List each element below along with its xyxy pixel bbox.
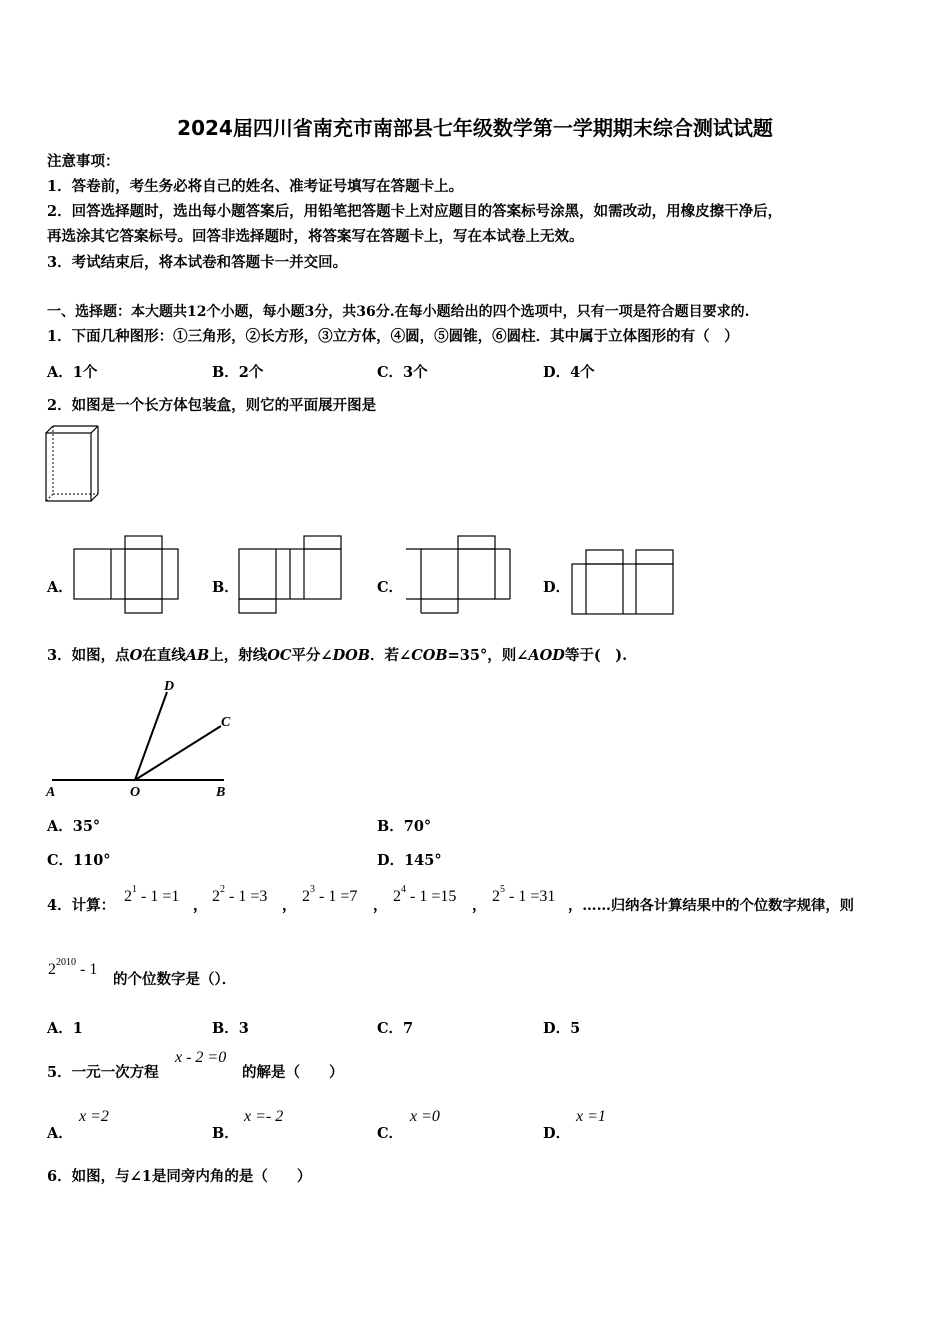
q5-equation: x - 2 =0 xyxy=(175,1049,227,1066)
q6-stem: 6．如图，与∠1是同旁内角的是（ ） xyxy=(47,1168,312,1185)
q5-option-b-value: x =- 2 xyxy=(244,1108,284,1125)
q5-option-d-label: D． xyxy=(543,1125,571,1142)
q5-option-b-label: B． xyxy=(212,1125,239,1142)
q4-formula-3: $2^3 - 1 =7$ xyxy=(302,884,358,905)
q2-option-d-label: D． xyxy=(543,579,571,596)
q3-option-a: A．35° xyxy=(47,818,101,835)
section-heading: 一、选择题：本大题共12个小题，每小题3分，共36分.在每小题给出的四个选项中，只有一项是符合题目要求的. xyxy=(47,304,750,320)
q4-comma-1: ， xyxy=(193,897,208,914)
q3-option-d: D．145° xyxy=(377,852,442,869)
q4-option-d: D．5 xyxy=(543,1020,581,1037)
q1-option-a: A．1个 xyxy=(47,364,98,381)
q4-option-b: B．3 xyxy=(212,1020,249,1037)
q3-label-a: A xyxy=(46,785,56,800)
page-title: 2024届四川省南充市南部县七年级数学第一学期期末综合测试试题 xyxy=(177,116,773,140)
q3-label-o: O xyxy=(130,785,141,800)
q5-option-c-value: x =0 xyxy=(410,1108,440,1125)
q3-angle-figure xyxy=(44,674,244,804)
q2-net-d xyxy=(570,548,676,618)
q3-label-c: C xyxy=(221,715,231,730)
q1-option-d: D．4个 xyxy=(543,364,595,381)
notice-item-2-cont: 再选涂其它答案标号。回答非选择题时，将答案写在答题卡上，写在本试卷上无效。 xyxy=(47,228,584,245)
notice-item-3: 3．考试结束后，将本试卷和答题卡一并交回。 xyxy=(47,254,348,271)
q2-box-figure xyxy=(44,425,104,505)
q4-line2-text: 的个位数字是（）． xyxy=(113,971,237,988)
q2-net-c xyxy=(405,535,515,617)
q1-option-c: C．3个 xyxy=(377,364,428,381)
q2-option-a-label: A． xyxy=(47,579,73,596)
q5-option-d-value: x =1 xyxy=(576,1108,606,1125)
q2-stem: 2．如图是一个长方体包装盒，则它的平面展开图是 xyxy=(47,397,377,414)
notice-item-2: 2．回答选择题时，选出每小题答案后，用铅笔把答题卡上对应题目的答案标号涂黑，如需改动，用橡皮擦干净后， xyxy=(47,203,783,220)
q3-option-c: C．110° xyxy=(47,852,111,869)
q4-formula-5: $2^5 - 1 =31$ xyxy=(492,884,556,905)
q3-option-b: B．70° xyxy=(377,818,432,835)
q4-formula-1: $2^1 - 1 =1$ xyxy=(124,884,180,905)
q5-option-a-label: A． xyxy=(47,1125,73,1142)
q4-tail: ，……归纳各计算结果中的个位数字规律，则 xyxy=(568,898,854,914)
q4-line2-formula: $2^{2010} - 1$ xyxy=(48,957,98,978)
q2-option-c-label: C． xyxy=(377,579,404,596)
q1-option-b: B．2个 xyxy=(212,364,264,381)
notice-heading: 注意事项： xyxy=(47,153,120,170)
q5-option-a-value: x =2 xyxy=(79,1108,109,1125)
notice-item-1: 1．答卷前，考生务必将自己的姓名、准考证号填写在答题卡上。 xyxy=(47,178,464,195)
q2-net-a xyxy=(73,535,181,617)
q4-comma-2: ， xyxy=(282,897,297,914)
q4-formula-2: $2^2 - 1 =3$ xyxy=(212,884,268,905)
q4-option-a: A．1 xyxy=(47,1020,83,1037)
q4-label: 4．计算： xyxy=(47,897,116,914)
q3-stem: 3．如图，点O在直线AB上，射线OC平分∠DOB．若∠COB=35°，则∠AOD等于( ). xyxy=(47,647,628,664)
q5-stem-b: 的解是（ ） xyxy=(242,1064,344,1081)
q1-stem: 1．下面几种图形：①三角形，②长方形，③立方体，④圆，⑤圆锥，⑥圆柱．其中属于立体图形的有（ ） xyxy=(47,328,739,345)
q3-label-b: B xyxy=(216,785,226,800)
q4-comma-3: ， xyxy=(373,897,388,914)
q4-comma-4: ， xyxy=(472,897,487,914)
q2-option-b-label: B． xyxy=(212,579,239,596)
q5-stem-a: 5．一元一次方程 xyxy=(47,1064,159,1081)
q3-label-d: D xyxy=(164,679,175,694)
q4-formula-4: $2^4 - 1 =15$ xyxy=(393,884,457,905)
q5-option-c-label: C． xyxy=(377,1125,404,1142)
q2-net-b xyxy=(238,535,346,617)
q4-option-c: C．7 xyxy=(377,1020,414,1037)
